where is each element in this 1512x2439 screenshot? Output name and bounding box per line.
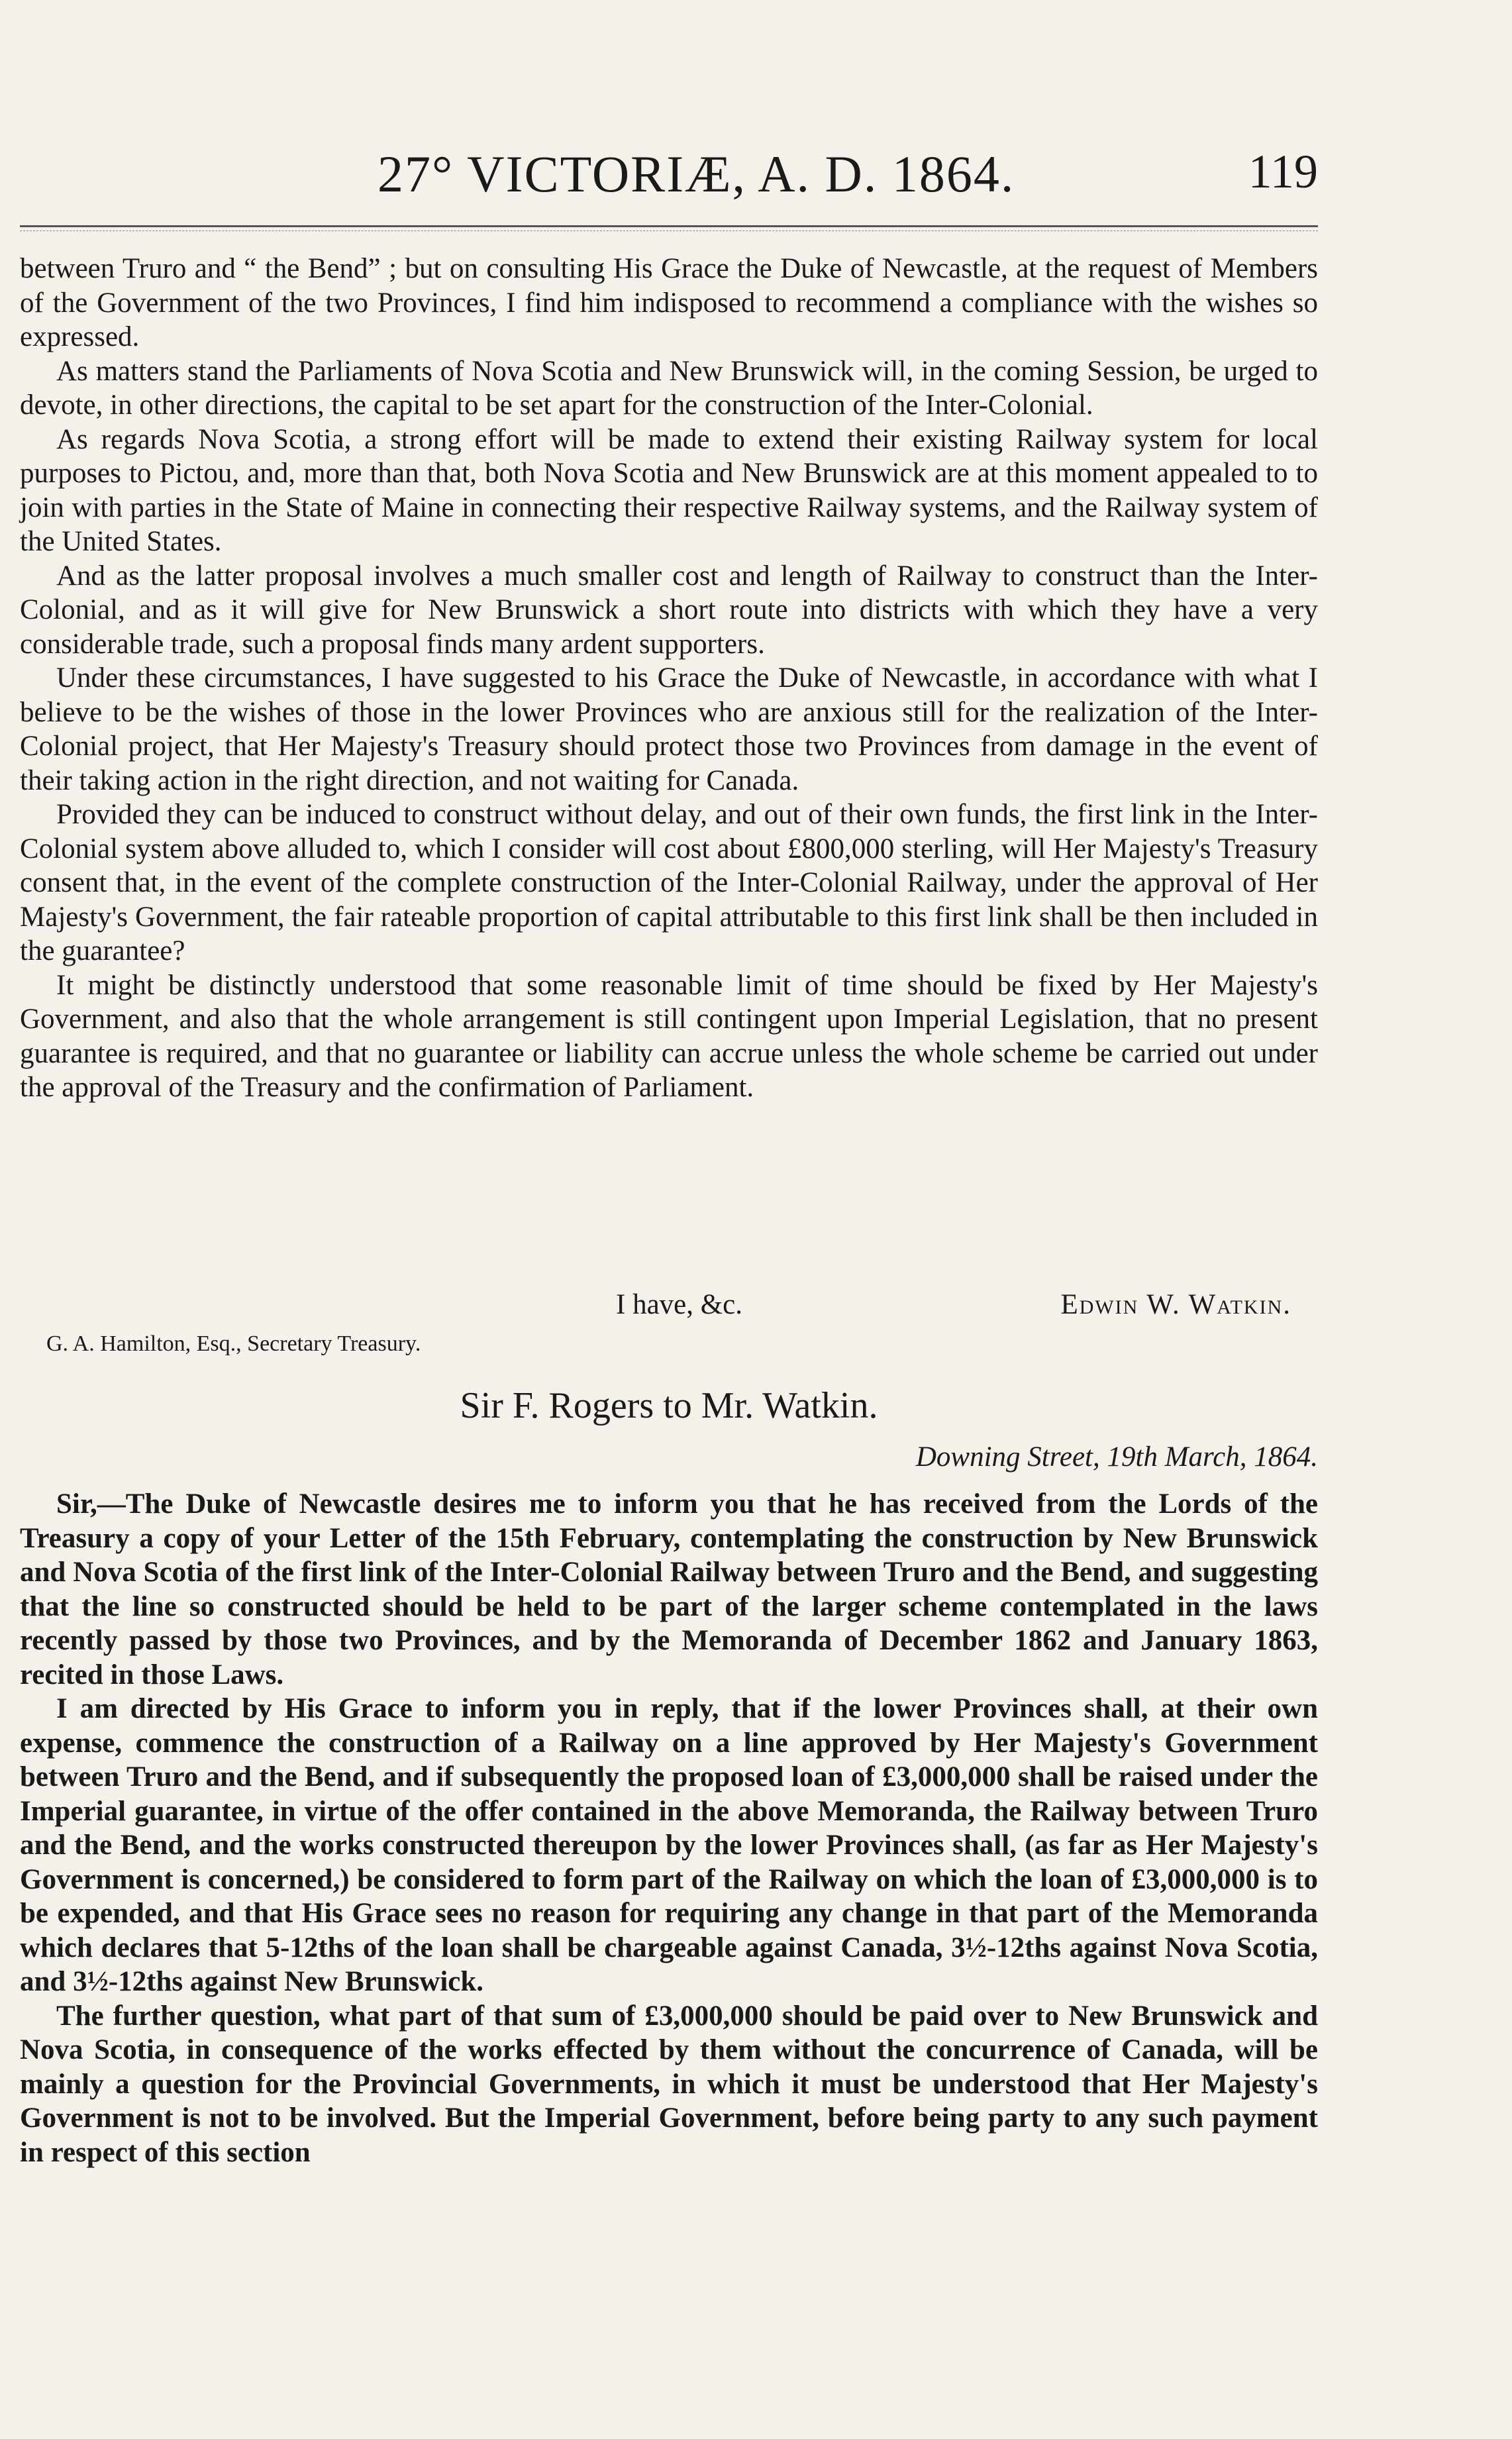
running-head	[20, 144, 1318, 204]
letter-rogers-body	[20, 1487, 1318, 2169]
running-title: 27° VICTORIÆ, A. D. 1864.	[378, 145, 1015, 203]
paragraph: between Truro and “ the Bend” ; but on consulting His Grace the Duke of Newcastle, at the request of Members of the Government of the two Provinces, I find him indisposed to recommend a compliance with the wishes so expressed.	[20, 253, 1318, 352]
addressee: G. A. Hamilton, Esq., Secretary Treasury.	[46, 1331, 421, 1356]
paragraph: Provided they can be induced to construct without delay, and out of their own funds, the first link in the Inter-Colonial system above alluded to, which I consider will cost about £800,000 sterling, will Her Majesty's Treasury consent that, in the event of the complete construction of the Inter-Colonial Railway, under the approval of Her Majesty's Government, the fair rateable proportion of capital attributable to this first link shall be then included in the guarantee?	[20, 799, 1318, 966]
paragraph: As regards Nova Scotia, a strong effort will be made to extend their existing Railway system for local purposes to Pictou, and, more than that, both Nova Scotia and New Brunswick are at this moment appealed to to join with parties in the State of Maine in connecting their respective Railway systems, and the Railway system of the United States.	[20, 423, 1318, 557]
page-number: 119	[1248, 145, 1318, 198]
signature: Edwin W. Watkin.	[1060, 1289, 1291, 1320]
letter-watkin-body	[20, 252, 1318, 1105]
signature-row	[20, 1288, 1318, 1325]
paragraph: It might be distinctly understood that some reasonable limit of time should be fixed by Her Majesty's Government, and also that the whole arrangement is still contingent upon Imperial Legislation, that no present guarantee is required, and that no guarantee or liability can accrue unless the whole scheme be carried out under the approval of the Treasury and the confirmation of Parliament.	[20, 969, 1318, 1103]
dateline: Downing Street, 19th March, 1864.	[915, 1441, 1318, 1473]
closing: I have, &c.	[616, 1289, 743, 1320]
header-rule	[20, 225, 1318, 227]
paragraph: As matters stand the Parliaments of Nova Scotia and New Brunswick will, in the coming Session, be urged to devote, in other directions, the capital to be set apart for the construction of the Inter-Colonial.	[20, 355, 1318, 421]
paragraph: I am directed by His Grace to inform you in reply, that if the lower Provinces shall, at their own expense, commence the construction of a Railway on a line approved by Her Majesty's Government between Truro and the Bend, and if subsequently the proposed loan of £3,000,000 shall be raised under the Imperial guarantee, in virtue of the offer contained in the above Memoranda, the Railway between Truro and the Bend, and the works constructed thereupon by the lower Provinces shall, (as far as Her Majesty's Government is concerned,) be considered to form part of the Railway on which the loan of £3,000,000 is to be expended, and that His Grace sees no reason for requiring any change in that part of the Memoranda which declares that 5-12ths of the loan shall be chargeable against Canada, 3½-12ths against Nova Scotia, and 3½-12ths against New Brunswick.	[20, 1693, 1318, 1997]
paragraph: And as the latter proposal involves a much smaller cost and length of Railway to construct than the Inter-Colonial, and as it will give for New Brunswick a short route into districts with which they have a very considerable trade, such a proposal finds many ardent supporters.	[20, 560, 1318, 660]
paragraph: The further question, what part of that sum of £3,000,000 should be paid over to New Brunswick and Nova Scotia, in consequence of the works effected by them without the concurrence of Canada, will be mainly a question for the Provincial Governments, in which it must be understood that Her Majesty's Government is not to be involved. But the Imperial Government, before being party to any such payment in respect of this section	[20, 2000, 1318, 2168]
paragraph: Sir,—The Duke of Newcastle desires me to inform you that he has received from the Lords of the Treasury a copy of your Letter of the 15th February, contemplating the construction by New Brunswick and Nova Scotia of the first link of the Inter-Colonial Railway between Truro and the Bend, and suggesting that the line so constructed should be held to be part of the larger scheme contemplated in the laws recently passed by those two Provinces, and by the Memoranda of December 1862 and January 1863, recited in those Laws.	[20, 1488, 1318, 1690]
letter-heading: Sir F. Rogers to Mr. Watkin.	[460, 1385, 878, 1426]
paragraph: Under these circumstances, I have suggested to his Grace the Duke of Newcastle, in accordance with what I believe to be the wishes of those in the lower Provinces who are anxious still for the realization of the Inter-Colonial project, that Her Majesty's Treasury should protect those two Provinces from damage in the event of their taking action in the right direction, and not waiting for Canada.	[20, 662, 1318, 796]
